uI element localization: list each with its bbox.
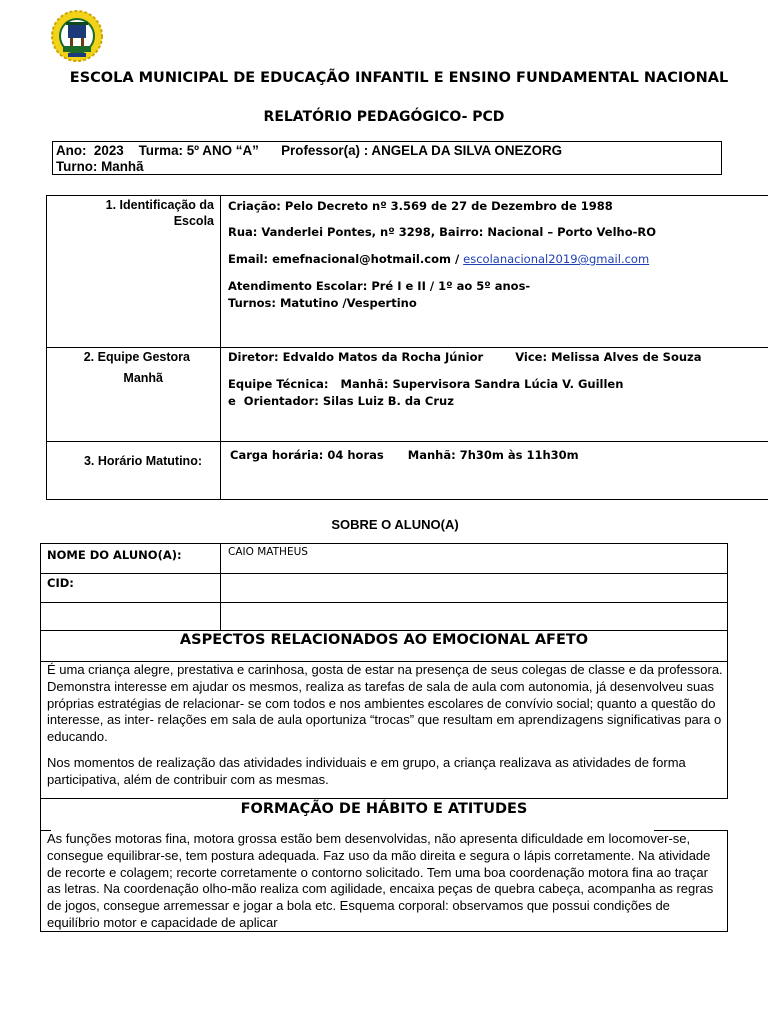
- student-name-label: NOME DO ALUNO(A):: [47, 548, 182, 562]
- student-table: [40, 543, 728, 932]
- row-management-label-a: 2. Equipe Gestora: [83, 350, 190, 364]
- emotional-title: ASPECTOS RELACIONADOS AO EMOCIONAL AFETO: [179, 632, 589, 648]
- student-section-title: SOBRE O ALUNO(A): [331, 517, 459, 532]
- student-name-value: CAIO MATHEUS: [228, 546, 308, 558]
- row-management-label-b: Manhã: [123, 371, 163, 385]
- school-name: ESCOLA MUNICIPAL DE EDUCAÇÃO INFANTIL E ENSINO FUNDAMENTAL NACIONAL: [69, 70, 729, 86]
- atendimento-text: Atendimento Escolar: Pré I e II / 1º ao 5º anos-: [228, 279, 531, 293]
- email-link[interactable]: escolanacional2019@gmail.com: [463, 252, 650, 266]
- address-text: Rua: Vanderlei Pontes, nº 3298, Bairro: Nacional – Porto Velho-RO: [228, 225, 657, 239]
- workload-text: Carga horária: 04 horas Manhã: 7h30m às 11h30m: [230, 448, 579, 462]
- report-title: RELATÓRIO PEDAGÓGICO- PCD: [263, 109, 505, 125]
- school-logo: [46, 10, 108, 62]
- emotional-paragraph-1: É uma criança alegre, prestativa e carinhosa, gosta de estar na presença de seus colegas de classe e da professora. Demonstra interesse em ajudar os mesmos, realiza as tarefas de sala de aula com autonomia, já desenvolveu suas próprias estratégias de relacionar- se com todos e nos ambientes escolares de convívio social; quanto a questão do interesse, as inter- relações em sala de aula oportuniza “trocas” que resultam em aprendizagens significativas para o educando.: [47, 662, 723, 745]
- email-line: [228, 252, 649, 266]
- class-info-line1: Ano: 2023 Turma: 5º ANO “A” Professor(a) : ANGELA DA SILVA ONEZORG: [56, 143, 563, 158]
- email-prefix: Email: emefnacional@hotmail.com /: [228, 252, 464, 266]
- class-info-line2: Turno: Manhã: [56, 159, 144, 174]
- row-school-id-label-a: 1. Identificação da: [105, 198, 214, 212]
- row-school-id-label-b: Escola: [173, 214, 214, 228]
- class-info-box: [52, 141, 722, 175]
- advisor-text: e Orientador: Silas Luiz B. da Cruz: [228, 394, 454, 408]
- school-info-table: [46, 195, 768, 500]
- habits-title: FORMAÇÃO DE HÁBITO E ATITUDES: [240, 801, 528, 817]
- director-text: Diretor: Edvaldo Matos da Rocha Júnior Vice: Melissa Alves de Souza: [228, 350, 702, 364]
- technical-team-text: Equipe Técnica: Manhã: Supervisora Sandra Lúcia V. Guillen: [228, 377, 624, 391]
- criacao-text: Criação: Pelo Decreto nº 3.569 de 27 de Dezembro de 1988: [228, 199, 613, 213]
- emotional-paragraph-2: Nos momentos de realização das atividades individuais e em grupo, a criança realizava as atividades de forma participativa, além de contribuir com as mesmas.: [47, 755, 686, 787]
- cid-label: CID:: [47, 576, 74, 590]
- turnos-text: Turnos: Matutino /Vespertino: [228, 296, 417, 310]
- row-schedule-label: 3. Horário Matutino:: [83, 454, 202, 468]
- habits-paragraph: As funções motoras fina, motora grossa estão bem desenvolvidas, não apresenta dificuldade em locomover-se, consegue equilibrar-se, tem postura adequada. Faz uso da mão direita e segura o lápis corretamente. Na atividade de recorte e colagem; recorte corretamente o contorno solicitado. Tem uma boa coordenação motora fina ao traçar as letras. Na coordenação olho-mão realiza com agilidade, encaixa peças de quebra cabeça, acompanha as regras de jogos, consegue arremessar e jogar a bola etc. Esquema corporal: observamos que possui condições de equilíbrio motor e capacidade de aplicar: [47, 831, 714, 930]
